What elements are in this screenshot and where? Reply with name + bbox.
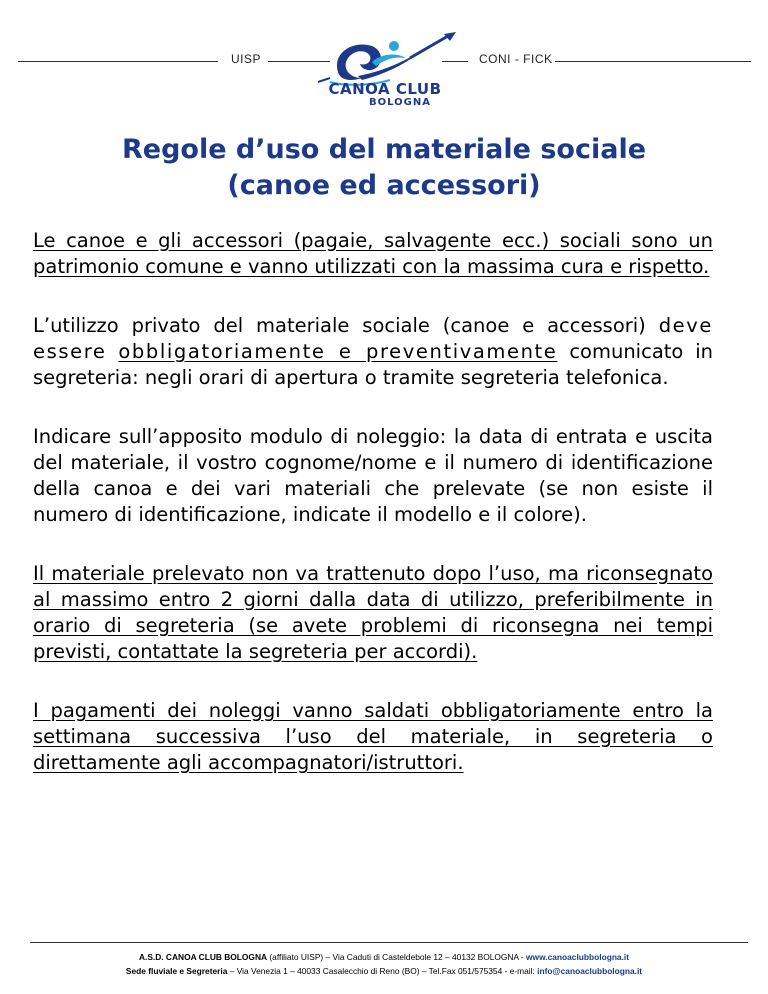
paragraph-shared-property: Le canoe e gli accessori (pagaie, salvagente ecc.) sociali sono un patrimonio comune e vanno utilizzati con la massima cura e rispetto.	[33, 229, 713, 278]
footer-rule	[30, 942, 748, 943]
letterhead	[0, 0, 768, 115]
p2-text-b: deve essere	[33, 314, 713, 363]
canoa-club-logo	[310, 32, 460, 112]
title-line-1: Regole d’uso del materiale sociale	[121, 134, 647, 165]
header-label-uisp: UISP	[231, 52, 262, 66]
footer-line-1	[0, 950, 768, 964]
logo-text-canoa-club: CANOA CLUB	[328, 80, 442, 98]
footer-email-link[interactable]: info@canoaclubbologna.it	[537, 966, 643, 976]
rules-body	[33, 228, 713, 809]
header-rule-right	[555, 61, 751, 62]
footer-line-2	[0, 964, 768, 978]
header-label-coni-fick: CONI - FICK	[479, 52, 553, 66]
footer-website-link[interactable]: www.canoaclubbologna.it	[526, 952, 630, 962]
logo-text-bologna: BOLOGNA	[369, 97, 431, 108]
p2-text-emphasis: obbligatoriamente e preventivamente	[118, 340, 558, 363]
paragraph-payments: I pagamenti dei noleggi vanno saldati obbligatoriamente entro la settimana successiva l’uso del materiale, in segreteria o direttamente agli accompagnatori/istruttori.	[33, 699, 713, 774]
p2-text-d: comunicato in segreteria: negli orari di apertura o tramite segreteria telefonica.	[33, 340, 714, 389]
p2-text-a: L’utilizzo privato del materiale sociale (canoe e accessori)	[33, 314, 646, 337]
paragraph-private-use	[33, 313, 713, 391]
title-line-2: (canoe ed accessori)	[227, 170, 541, 201]
header-rule-left	[18, 61, 218, 62]
footer-secretariat-label: Sede fluviale e Segreteria	[125, 966, 228, 976]
footer	[0, 950, 768, 978]
footer-address: (affiliato UISP) – Via Caduti di Casteldebole 12 – 40132 BOLOGNA -	[267, 952, 527, 962]
paragraph-rental-form: Indicare sull’apposito modulo di noleggio: la data di entrata e uscita del materiale, il vostro cognome/nome e il numero di identificazione della canoa e dei vari materiali che prelevate (se non esiste il numero di identificazione, indicate il modello e il colore).	[33, 425, 713, 526]
footer-org-name: A.S.D. CANOA CLUB BOLOGNA	[138, 952, 268, 962]
footer-secretariat-address: – Via Venezia 1 – 40033 Casalecchio di Reno (BO) – Tel.Fax 051/575354 - e-mail:	[227, 966, 538, 976]
page-title	[0, 132, 768, 204]
paragraph-return-policy: Il materiale prelevato non va trattenuto dopo l’uso, ma riconsegnato al massimo entro 2 giorni dalla data di utilizzo, preferibilmente in orario di segreteria (se avete problemi di riconsegna nei tempi previsti, contattate la segreteria per accordi).	[33, 562, 713, 663]
